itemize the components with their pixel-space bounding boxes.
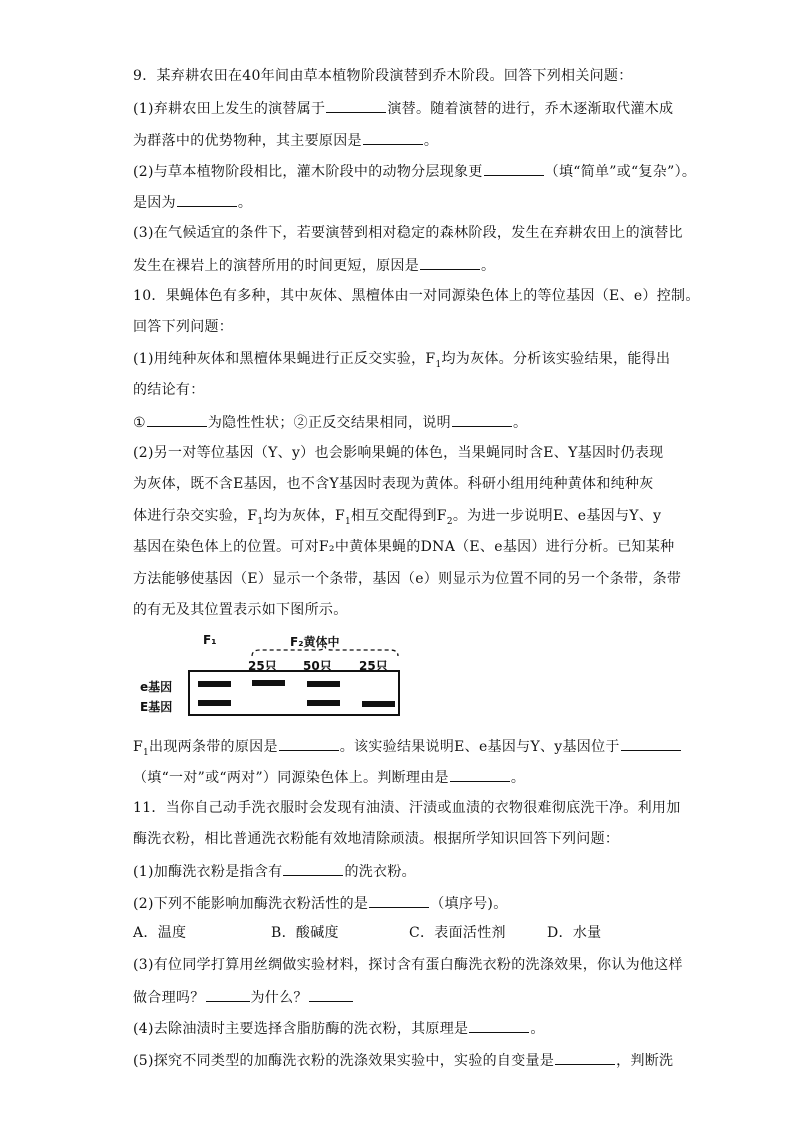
- q10-part2-line4: 基因在染色体上的位置。可对F₂中黄体果蝇的DNA（E、e基因）进行分析。已知某种: [133, 539, 675, 555]
- q10-part2-line3: [133, 507, 661, 525]
- col-label-f2-yellow: F₂黄体中: [290, 635, 340, 649]
- q11-stem-line1: 11．当你自己动手洗衣服时会发现有油渍、汗渍或血渍的衣物很难彻底洗干净。利用加: [133, 800, 681, 816]
- answer-blank[interactable]: [450, 767, 510, 782]
- answer-blank[interactable]: [147, 412, 207, 427]
- q11-stem-line2: 酶洗衣粉，相比普通洗衣粉能有效地清除顽渍。根据所学知识回答下列问题：: [133, 831, 620, 847]
- q11-part2: [133, 893, 508, 913]
- gel-figure: [140, 632, 410, 727]
- q11-part5: [133, 1050, 673, 1070]
- text: 演替。随着演替的进行，乔木逐渐取代灌木成: [387, 101, 674, 117]
- text: 。: [530, 1021, 545, 1037]
- count-label-3: 25只: [359, 659, 388, 673]
- q11-part1: [133, 861, 416, 881]
- answer-blank[interactable]: [326, 98, 386, 113]
- text: ，判断洗: [616, 1053, 674, 1069]
- answer-blank[interactable]: [420, 255, 480, 270]
- text: (1)用纯种灰体和黑檀体果蝇进行正反交实验，F: [133, 351, 436, 367]
- text: 。: [510, 770, 526, 786]
- answer-blank[interactable]: [279, 736, 339, 751]
- subscript: 1: [435, 359, 442, 370]
- row-label-e: e基因: [140, 680, 173, 694]
- option-a[interactable]: A．温度: [133, 925, 187, 941]
- q10-after-line1: [133, 736, 682, 756]
- answer-blank[interactable]: [283, 861, 343, 876]
- band-f1-e: [198, 681, 231, 687]
- answer-blank[interactable]: [206, 987, 250, 1002]
- text: 。为进一步说明E、e基因与Y、y: [452, 508, 662, 524]
- q9-part3-line1: (3)在气候适宜的条件下，若要演替到相对稳定的森林阶段，发生在弃耕农田上的演替比: [133, 225, 683, 241]
- option-c[interactable]: C．表面活性剂: [409, 925, 506, 941]
- band-col3-E: [362, 701, 395, 707]
- q10-part2-line1: (2)另一对等位基因（Y、y）也会影响果蝇的体色，当果蝇同时含E、Y基因时仍表现: [133, 445, 664, 461]
- subscript: 2: [446, 516, 453, 527]
- q11-part3-line1: (3)有位同学打算用丝绸做实验材料，探讨含有蛋白酶洗衣粉的洗涤效果，你认为他这样: [133, 957, 683, 973]
- q10-part1-line1: [133, 350, 670, 368]
- q10-part2-line2: 为灰体，既不含E基因，也不含Y基因时表现为黄体。科研小组用纯种黄体和纯种灰: [133, 476, 654, 492]
- q11-part3-line2: [133, 987, 354, 1007]
- text: 相互交配得到F: [351, 508, 447, 524]
- q9-part2-line2: [133, 192, 252, 212]
- circled-number: ①: [133, 415, 146, 431]
- text: 为什么？: [250, 990, 308, 1006]
- text: 。该实验结果说明E、e基因与Y、y基因位于: [339, 739, 620, 755]
- q9-part3-line2: [133, 255, 495, 275]
- text: （填“一对”或“两对”）同源染色体上。判断理由是: [133, 770, 449, 786]
- count-label-2: 50只: [303, 659, 332, 673]
- q11-options: [133, 924, 601, 942]
- q10-after-line2: [133, 767, 525, 787]
- option-b[interactable]: B．酸碱度: [271, 925, 339, 941]
- text: 做合理吗？: [133, 990, 205, 1006]
- text: 发生在裸岩上的演替所用的时间更短，原因是: [133, 258, 419, 274]
- text: (4)去除油渍时主要选择含脂肪酶的洗衣粉，其原理是: [133, 1021, 469, 1037]
- answer-blank[interactable]: [484, 161, 544, 176]
- answer-blank[interactable]: [309, 987, 353, 1002]
- text: 。: [423, 133, 439, 149]
- q10-part2-line5: 方法能够使基因（E）显示一个条带，基因（e）则显示为位置不同的另一个条带，条带: [133, 571, 682, 587]
- answer-blank[interactable]: [177, 192, 237, 207]
- q10-part1-line3: [133, 412, 527, 432]
- answer-blank[interactable]: [621, 736, 681, 751]
- q10-part2-line6: 的有无及其位置表示如下图所示。: [133, 602, 348, 618]
- text: 均为灰体。分析该实验结果，能得出: [441, 351, 671, 367]
- text: 。: [481, 258, 496, 274]
- row-label-E: E基因: [140, 700, 173, 714]
- text: (1)弃耕农田上发生的演替属于: [133, 101, 326, 117]
- text: (1)加酶洗衣粉是指含有: [133, 864, 283, 880]
- q10-stem-line1: 10．果蝇体色有多种，其中灰体、黑檀体由一对同源染色体上的等位基因（E、e）控制。: [133, 288, 700, 304]
- q10-part1-line2: 的结论有：: [133, 382, 205, 398]
- count-label-1: 25只: [248, 659, 277, 673]
- text: 出现两条带的原因是: [149, 739, 278, 755]
- text: 体进行杂交实验，F: [133, 508, 258, 524]
- text: 。: [512, 415, 528, 431]
- text: 的洗衣粉。: [344, 864, 416, 880]
- band-f1-E: [198, 700, 231, 706]
- q9-part1-line1: [133, 98, 673, 118]
- answer-blank[interactable]: [363, 130, 423, 145]
- gel-box: [188, 670, 400, 716]
- band-col1-e: [252, 680, 285, 686]
- q9-stem: 9．某弃耕农田在40年间由草本植物阶段演替到乔木阶段。回答下列相关问题：: [133, 68, 633, 84]
- subscript: 1: [143, 747, 150, 758]
- q9-part1-line2: [133, 130, 438, 150]
- subscript: 1: [344, 516, 351, 527]
- q11-part4: [133, 1018, 545, 1038]
- text: F: [133, 739, 144, 755]
- text: （填序号)。: [430, 896, 508, 912]
- answer-blank[interactable]: [469, 1018, 529, 1033]
- band-col2-E: [307, 700, 340, 706]
- text: (2)下列不能影响加酶洗衣粉活性的是: [133, 896, 369, 912]
- answer-blank[interactable]: [555, 1050, 615, 1065]
- text: 是因为: [133, 195, 176, 211]
- answer-blank[interactable]: [452, 412, 512, 427]
- text: （填“简单”或“复杂”）。: [544, 164, 697, 180]
- q10-stem-line2: 回答下列问题：: [133, 319, 234, 335]
- text: 为隐性性状；②正反交结果相同，说明: [207, 415, 451, 431]
- text: (2)与草本植物阶段相比，灌木阶段中的动物分层现象更: [133, 164, 483, 180]
- option-d[interactable]: D．水量: [547, 925, 602, 941]
- answer-blank[interactable]: [369, 893, 429, 908]
- subscript: 1: [257, 516, 264, 527]
- q9-part2-line1: [133, 161, 696, 181]
- text: (5)探究不同类型的加酶洗衣粉的洗涤效果实验中，实验的自变量是: [133, 1053, 555, 1069]
- text: 为群落中的优势物种，其主要原因是: [133, 133, 362, 149]
- text: 。: [237, 195, 253, 211]
- text: 均为灰体，F: [263, 508, 345, 524]
- band-col2-e: [307, 681, 340, 687]
- col-label-f1: F₁: [203, 633, 217, 647]
